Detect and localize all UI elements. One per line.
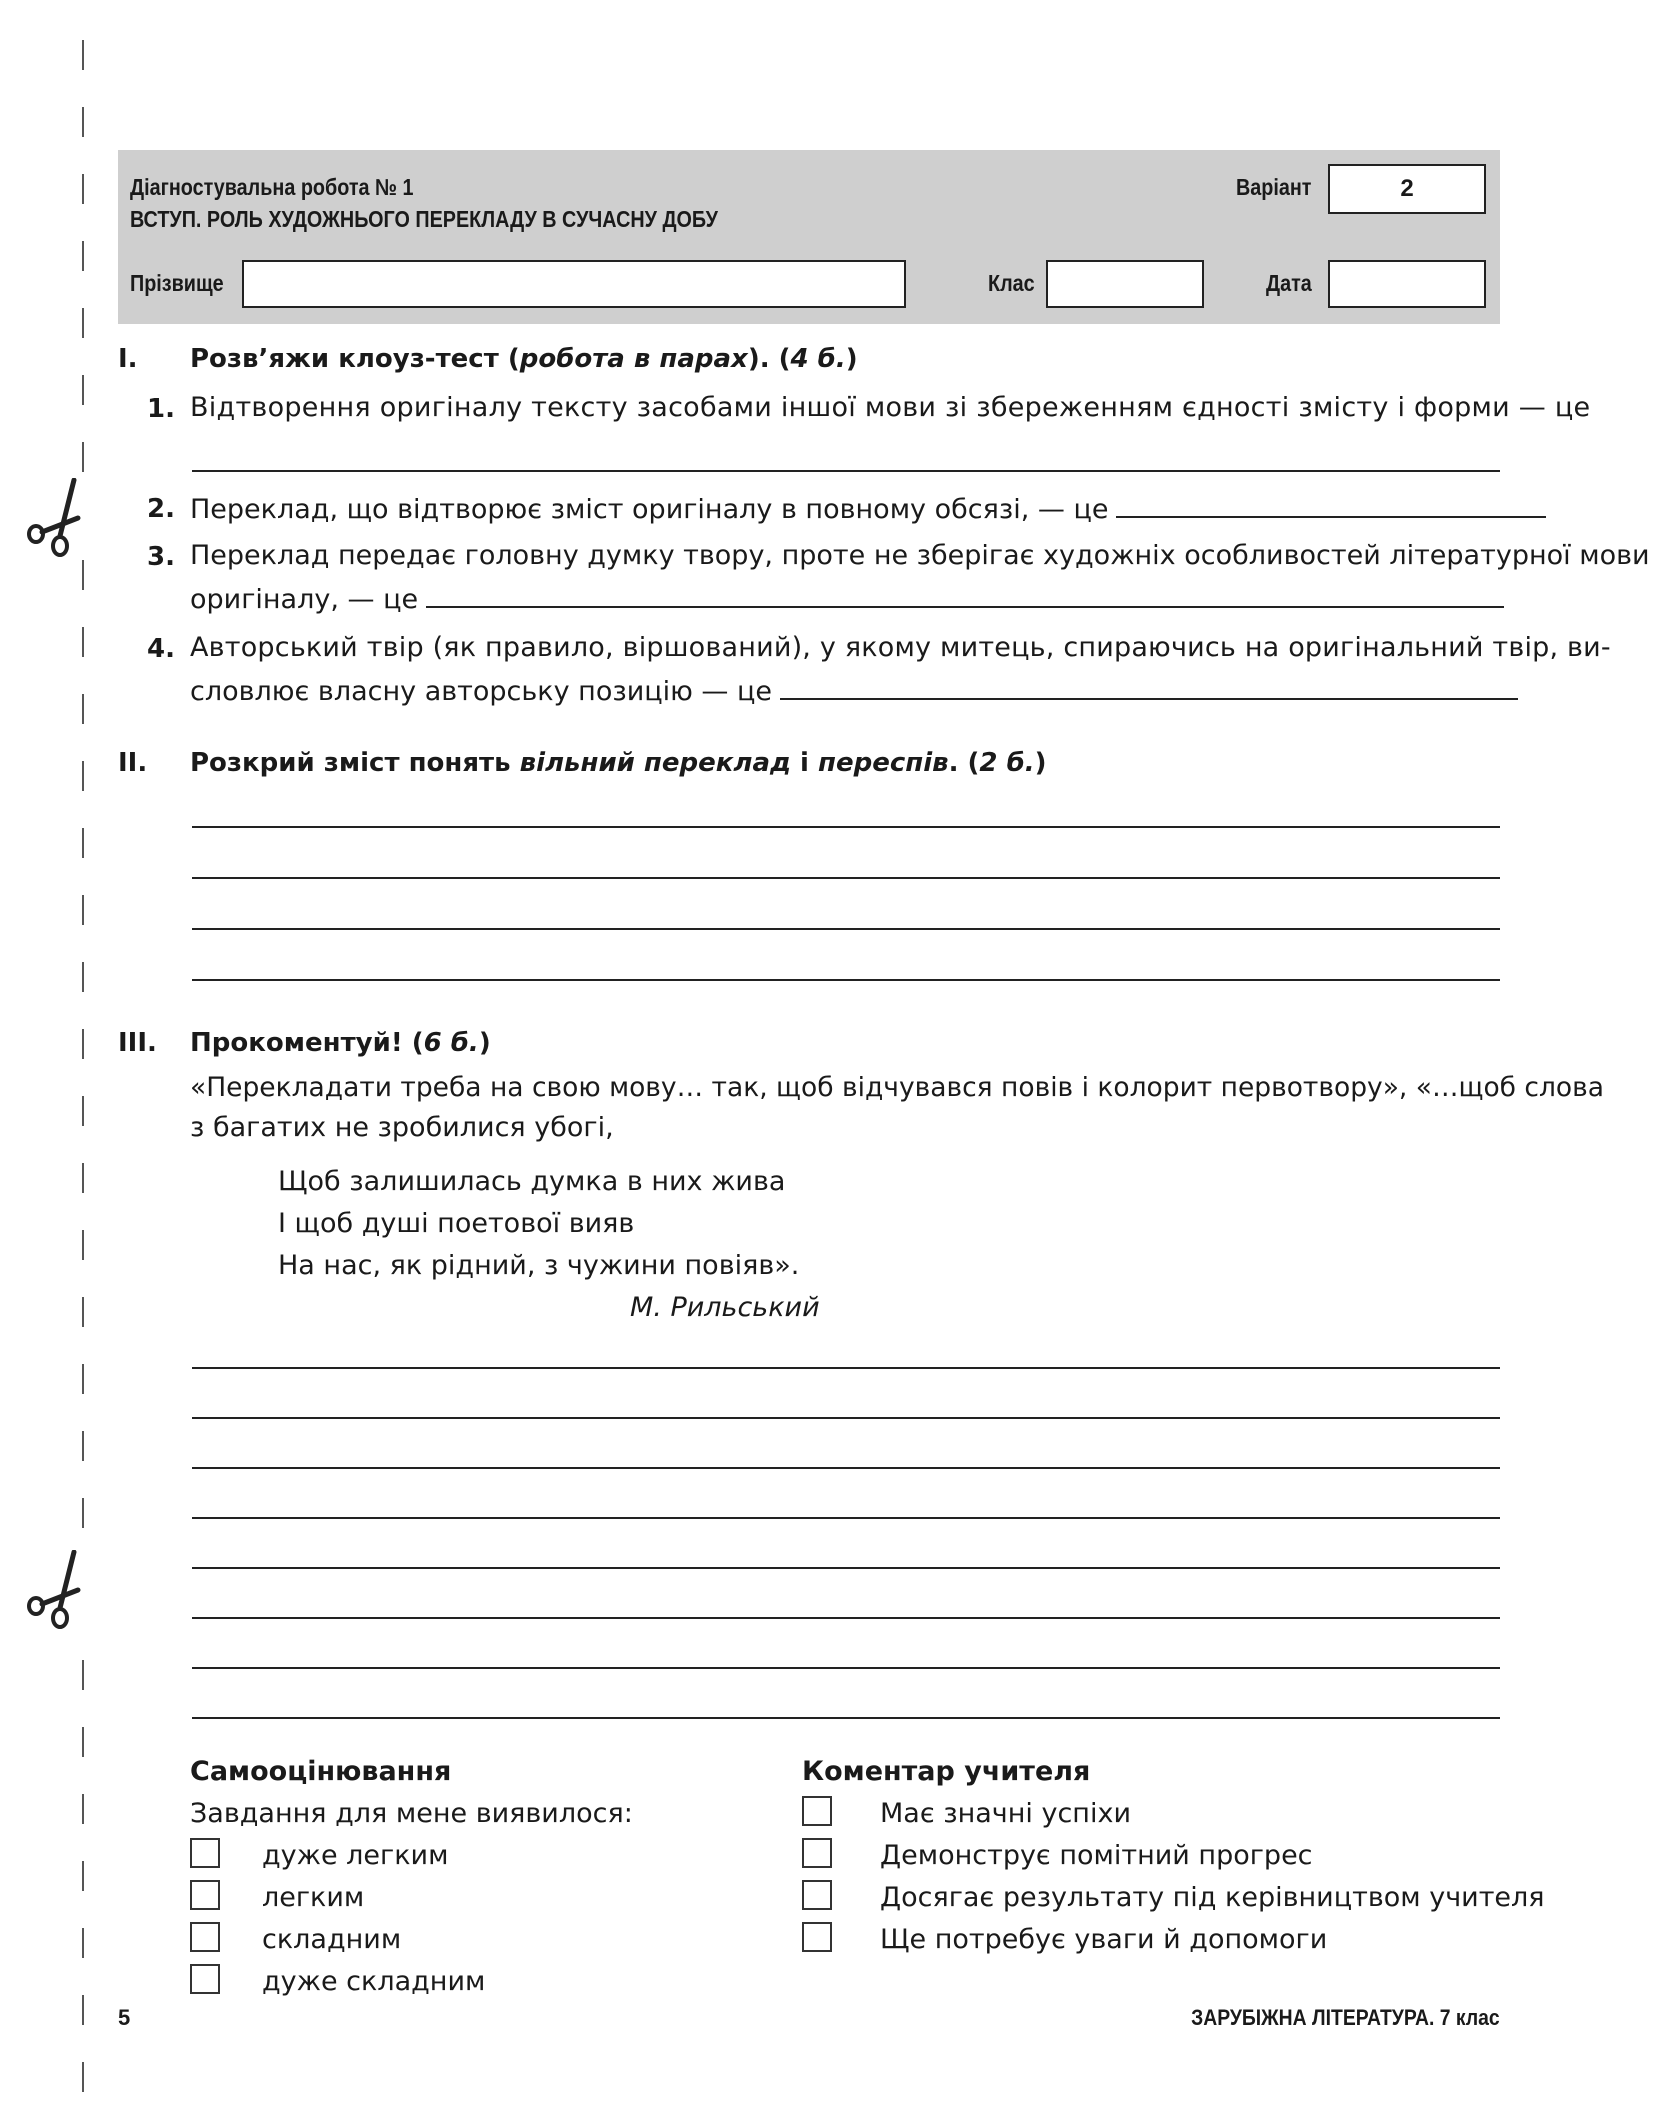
option-label: Ще потребує уваги й допомоги [880, 1924, 1328, 1955]
checkbox[interactable] [802, 1796, 832, 1826]
item2-text: Переклад, що відтворює зміст оригіналу в повному обсязі, — це [190, 492, 1546, 525]
checkbox[interactable] [190, 1880, 220, 1910]
topic-title: ВСТУП. РОЛЬ ХУДОЖНЬОГО ПЕРЕКЛАДУ В СУЧАСНУ ДОБУ [130, 206, 718, 232]
answer-line[interactable] [192, 928, 1500, 930]
option-label: складним [262, 1924, 402, 1955]
book-title: ЗАРУБІЖНА ЛІТЕРАТУРА. 7 клас [1191, 2005, 1500, 2030]
class-field[interactable] [1046, 260, 1204, 308]
item-number: 1. [147, 394, 175, 424]
quote-line1: «Перекладати треба на свою мову… так, щоб відчувався повів і колорит первотвору», «…щоб слова [190, 1072, 1604, 1103]
option-label: дуже легким [262, 1840, 449, 1871]
scissors-icon [26, 1550, 90, 1630]
answer-line[interactable] [192, 877, 1500, 879]
task3-numeral: III. [118, 1028, 157, 1058]
item3-text-line2: оригіналу, — це [190, 582, 1504, 615]
answer-line[interactable] [192, 1517, 1500, 1519]
date-field[interactable] [1328, 260, 1486, 308]
quote-author: М. Рильський [630, 1292, 820, 1323]
poem-line: І щоб душі поетової вияв [278, 1208, 635, 1239]
teacher-comment-title: Коментар учителя [802, 1756, 1091, 1787]
page-number: 5 [118, 2005, 131, 2030]
poem-line: На нас, як рідний, з чужини повіяв». [278, 1250, 800, 1281]
answer-line[interactable] [192, 1617, 1500, 1619]
checkbox[interactable] [802, 1922, 832, 1952]
surname-field[interactable] [242, 260, 906, 308]
answer-blank[interactable] [1116, 492, 1546, 518]
checkbox[interactable] [190, 1838, 220, 1868]
answer-blank[interactable] [426, 582, 1504, 608]
item-number: 4. [147, 634, 175, 664]
task1-title: Розв’яжи клоуз-тест (робота в парах). (4 б.) [190, 344, 858, 374]
item-number: 3. [147, 542, 175, 572]
checkbox[interactable] [190, 1964, 220, 1994]
self-assessment-prompt: Завдання для мене виявилося: [190, 1798, 633, 1829]
option-label: Демонструє помітний прогрес [880, 1840, 1313, 1871]
surname-label: Прізвище [130, 270, 224, 296]
task2-title: Розкрий зміст понять вільний переклад і переспів. (2 б.) [190, 748, 1047, 778]
self-assessment-title: Самооцінювання [190, 1756, 452, 1787]
answer-line[interactable] [192, 1717, 1500, 1719]
option-label: Має значні успіхи [880, 1798, 1131, 1829]
poem-line: Щоб залишилась думка в них жива [278, 1166, 786, 1197]
checkbox[interactable] [802, 1838, 832, 1868]
answer-line[interactable] [192, 1667, 1500, 1669]
answer-line[interactable] [192, 826, 1500, 828]
option-label: легким [262, 1882, 365, 1913]
answer-line[interactable] [192, 1467, 1500, 1469]
answer-line[interactable] [192, 979, 1500, 981]
task1-numeral: I. [118, 344, 138, 374]
answer-line[interactable] [192, 1367, 1500, 1369]
checkbox[interactable] [802, 1880, 832, 1910]
answer-line[interactable] [192, 1567, 1500, 1569]
item3-text-line1: Переклад передає головну думку твору, проте не зберігає художніх особливостей літературної мови [190, 540, 1650, 571]
date-label: Дата [1266, 270, 1312, 296]
quote-line2: з багатих не зробилися убогі, [190, 1112, 614, 1143]
item4-text-line1: Авторський твір (як правило, віршований), у якому митець, спираючись на оригінальний твір, ви- [190, 632, 1611, 663]
item-number: 2. [147, 494, 175, 524]
header-band [118, 150, 1500, 324]
scissors-icon [26, 478, 90, 558]
task2-numeral: II. [118, 748, 148, 778]
item4-text-line2: словлює власну авторську позицію — це [190, 674, 1518, 707]
answer-blank[interactable] [780, 674, 1518, 700]
task3-title: Прокоментуй! (6 б.) [190, 1028, 491, 1058]
item1-text: Відтворення оригіналу тексту засобами іншої мови зі збереженням єдності змісту і форми — це [190, 392, 1591, 423]
variant-label: Варіант [1236, 174, 1312, 200]
variant-field[interactable]: 2 [1328, 164, 1486, 214]
answer-line[interactable] [192, 1417, 1500, 1419]
class-label: Клас [988, 270, 1035, 296]
option-label: дуже складним [262, 1966, 486, 1997]
checkbox[interactable] [190, 1922, 220, 1952]
work-title: Діагностувальна робота № 1 [130, 174, 414, 200]
option-label: Досягає результату під керівництвом учителя [880, 1882, 1545, 1913]
answer-line[interactable] [192, 470, 1500, 472]
